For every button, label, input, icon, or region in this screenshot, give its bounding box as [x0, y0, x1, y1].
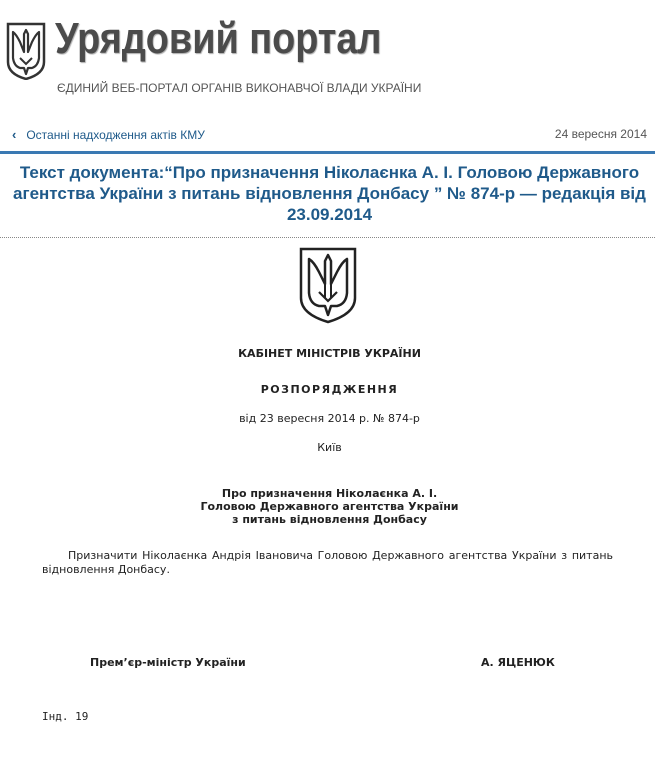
city: Київ	[317, 441, 342, 454]
order-type: РОЗПОРЯДЖЕННЯ	[260, 383, 399, 396]
breadcrumb	[0, 126, 659, 146]
chevron-left-icon: ‹	[12, 127, 17, 142]
document-subject	[0, 487, 659, 526]
site-title[interactable]: Урядовий портал	[55, 14, 382, 63]
issuer: КАБІНЕТ МІНІСТРІВ УКРАЇНИ	[238, 347, 421, 360]
order-date: від 23 вересня 2014 р. № 874-р	[239, 412, 420, 425]
subject-line: Про призначення Ніколаєнка А. І.	[221, 487, 438, 500]
back-link-label: Останні надходження актів КМУ	[26, 128, 205, 142]
back-link[interactable]	[12, 127, 205, 142]
site-subtitle: ЄДИНИЙ ВЕБ-ПОРТАЛ ОРГАНІВ ВИКОНАВЧОЇ ВЛАДИ УКРАЇНИ	[57, 81, 422, 95]
subject-line: з питань відновлення Донбасу	[232, 513, 427, 526]
signer-title: Прем’єр-міністр України	[90, 656, 246, 669]
site-header	[0, 0, 659, 110]
divider	[0, 151, 655, 154]
dotted-divider	[0, 237, 655, 238]
publication-date: 24 вересня 2014	[554, 127, 647, 141]
signer-name: А. ЯЦЕНЮК	[481, 656, 555, 669]
coat-of-arms-icon	[298, 246, 358, 324]
trident-logo-icon[interactable]	[6, 22, 46, 80]
document-body: Призначити Ніколаєнка Андрія Івановича Головою Державного агентства України з питань відновлення Донбасу.	[42, 549, 613, 576]
page-title: Текст документа:“Про призначення Ніколаєнка А. І. Головою Державного агентства України з питань відновлення Донбасу ” № 874-р — редакція від 23.09.2014	[13, 163, 646, 224]
subject-line: Головою Державного агентства України	[200, 500, 459, 513]
document-index: Інд. 19	[42, 710, 89, 723]
